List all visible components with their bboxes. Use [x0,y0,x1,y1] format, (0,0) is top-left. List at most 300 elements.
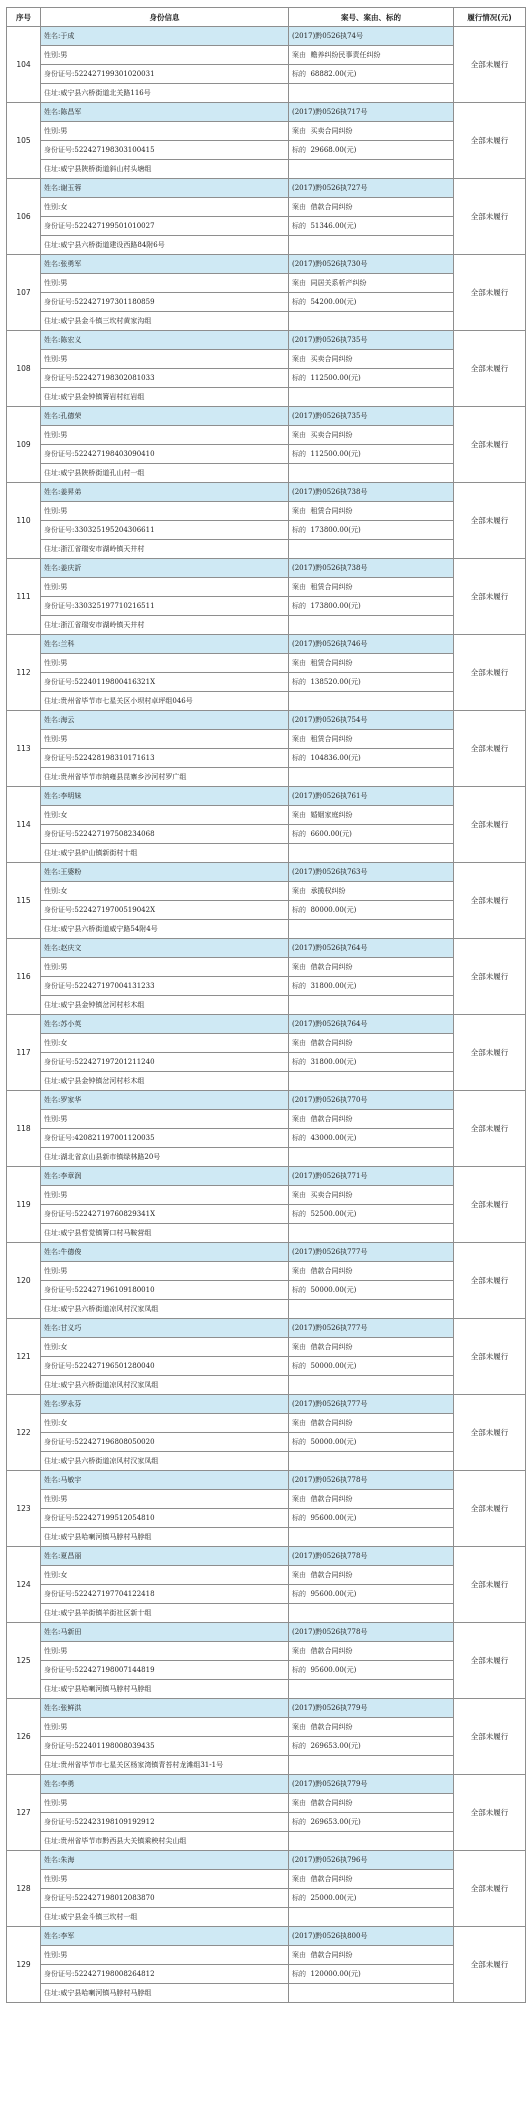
case-label: 标的 [292,1058,306,1066]
case-label: 案由 [292,811,306,819]
field-value: 522427198007144819 [74,1666,155,1674]
address-field [41,160,289,179]
case-number [289,179,454,198]
gender-field [41,1262,289,1281]
performance-status: 全部未履行 [454,1851,526,1927]
case-amount [289,65,454,84]
name-field [41,1547,289,1566]
table-row [7,483,526,502]
field-value: 浙江省瑞安市湖岭镇天井村 [60,621,145,629]
field-label: 身份证号: [44,602,75,610]
name-field [41,1623,289,1642]
address-field [41,1604,289,1623]
case-empty [289,844,454,863]
case-label: 标的 [292,1286,306,1294]
id-number-field [41,1965,289,1984]
case-amount [289,597,454,616]
table-row [7,1718,526,1737]
table-row [7,236,526,255]
performance-status: 全部未履行 [454,559,526,635]
id-number-field [41,1661,289,1680]
field-label: 姓名: [44,1552,61,1560]
table-row [7,559,526,578]
case-amount [289,521,454,540]
serial-number: 128 [7,1851,41,1927]
field-label: 住址: [44,1761,61,1769]
field-value: 男 [60,1267,68,1275]
case-value: 6600.00(元) [310,830,352,838]
table-row [7,863,526,882]
case-value: (2017)黔0526执779号 [292,1704,368,1712]
table-row [7,939,526,958]
case-number [289,635,454,654]
gender-field [41,1870,289,1889]
field-label: 身份证号: [44,830,75,838]
case-label: 案由 [292,1799,306,1807]
header-serial: 序号 [7,8,41,27]
table-row [7,1072,526,1091]
id-number-field [41,521,289,540]
field-label: 身份证号: [44,1590,75,1598]
table-row [7,1338,526,1357]
field-label: 住址: [44,89,61,97]
table-row [7,369,526,388]
serial-number: 108 [7,331,41,407]
performance-status: 全部未履行 [454,1319,526,1395]
serial-number: 114 [7,787,41,863]
table-row [7,673,526,692]
table-row [7,749,526,768]
table-row [7,274,526,293]
case-empty [289,1908,454,1927]
table-row [7,768,526,787]
case-value: 借款合同纠纷 [310,1875,353,1883]
field-value: 姜庆訢 [60,564,82,572]
case-amount [289,1661,454,1680]
table-row [7,1623,526,1642]
field-label: 性别: [44,811,61,819]
case-number [289,1167,454,1186]
gender-field [41,122,289,141]
field-value: 孔德荣 [60,412,82,420]
field-label: 性别: [44,963,61,971]
case-number [289,407,454,426]
case-value: (2017)黔0526执796号 [292,1856,368,1864]
field-label: 性别: [44,127,61,135]
table-row [7,1832,526,1851]
field-value: 陈昌军 [60,108,82,116]
case-cause [289,1414,454,1433]
field-label: 性别: [44,1799,61,1807]
table-row [7,350,526,369]
case-empty [289,1452,454,1471]
field-value: 男 [60,355,68,363]
field-label: 住址: [44,393,61,401]
field-label: 姓名: [44,1856,61,1864]
field-value: 夏昌丽 [60,1552,82,1560]
address-field [41,236,289,255]
id-number-field [41,369,289,388]
field-label: 住址: [44,1837,61,1845]
case-amount [289,141,454,160]
case-label: 案由 [292,127,306,135]
case-cause [289,1642,454,1661]
case-value: 借款合同纠纷 [310,1343,353,1351]
serial-number: 112 [7,635,41,711]
case-label: 标的 [292,1134,306,1142]
case-number [289,787,454,806]
table-row [7,103,526,122]
case-amount [289,825,454,844]
case-value: 买卖合同纠纷 [310,355,353,363]
field-label: 姓名: [44,32,61,40]
performance-status: 全部未履行 [454,863,526,939]
table-row [7,1699,526,1718]
case-cause [289,1186,454,1205]
case-amount [289,217,454,236]
case-value: (2017)黔0526执770号 [292,1096,368,1104]
case-label: 案由 [292,203,306,211]
field-label: 身份证号: [44,1438,75,1446]
case-value: 173800.00(元) [310,602,361,610]
table-row [7,825,526,844]
name-field [41,1851,289,1870]
case-label: 标的 [292,1362,306,1370]
table-row [7,1737,526,1756]
serial-number: 129 [7,1927,41,2003]
case-label: 标的 [292,602,306,610]
case-amount [289,1053,454,1072]
field-value: 李军 [60,1932,75,1940]
case-cause [289,122,454,141]
case-value: (2017)黔0526执764号 [292,1020,368,1028]
field-label: 身份证号: [44,754,75,762]
case-value: 95600.00(元) [310,1590,357,1598]
address-field [41,1984,289,2003]
table-row [7,1357,526,1376]
case-label: 案由 [292,1571,306,1579]
field-value: 522427199501010027 [74,222,155,230]
case-value: 54200.00(元) [310,298,357,306]
table-row [7,1946,526,1965]
table-row [7,787,526,806]
serial-number: 105 [7,103,41,179]
table-row [7,1870,526,1889]
name-field [41,1699,289,1718]
field-label: 性别: [44,1267,61,1275]
table-row [7,1414,526,1433]
field-label: 性别: [44,1191,61,1199]
case-value: 借款合同纠纷 [310,1571,353,1579]
field-label: 姓名: [44,1628,61,1636]
table-row [7,1091,526,1110]
case-value: 173800.00(元) [310,526,361,534]
field-value: 李勇 [60,1780,75,1788]
field-label: 住址: [44,1913,61,1921]
case-empty [289,464,454,483]
field-label: 姓名: [44,1476,61,1484]
case-value: 29668.00(元) [310,146,357,154]
field-value: 威宁县羊街镇羊街社区新十组 [60,1609,152,1617]
case-label: 案由 [292,1951,306,1959]
case-label: 案由 [292,431,306,439]
case-label: 标的 [292,906,306,914]
field-value: 贵州省毕节市黔西县大关镇乘秧村尖山组 [60,1837,187,1845]
case-value: 95600.00(元) [310,1514,357,1522]
case-amount [289,1737,454,1756]
field-value: 苏小英 [60,1020,82,1028]
case-empty [289,1376,454,1395]
field-label: 姓名: [44,108,61,116]
id-number-field [41,1357,289,1376]
table-row [7,1680,526,1699]
table-row [7,1585,526,1604]
field-value: 威宁县哲觉镇箐口村马鞍营组 [60,1229,152,1237]
case-amount [289,369,454,388]
case-value: 43000.00(元) [310,1134,357,1142]
field-label: 住址: [44,621,61,629]
case-value: (2017)黔0526执778号 [292,1552,368,1560]
field-value: 男 [60,659,68,667]
address-field [41,996,289,1015]
case-amount [289,1813,454,1832]
field-value: 522427198008264812 [74,1970,155,1978]
id-number-field [41,1433,289,1452]
table-row [7,1661,526,1680]
field-label: 住址: [44,1153,61,1161]
table-row [7,1452,526,1471]
case-value: 120000.00(元) [310,1970,361,1978]
case-label: 标的 [292,526,306,534]
field-value: 威宁县金钟镇岔河村杉木组 [60,1001,145,1009]
table-row [7,1490,526,1509]
field-label: 性别: [44,1495,61,1503]
case-cause [289,274,454,293]
field-label: 性别: [44,1571,61,1579]
field-value: 522427197508234068 [74,830,155,838]
serial-number: 119 [7,1167,41,1243]
case-value: (2017)黔0526执738号 [292,564,368,572]
field-value: 男 [60,1875,68,1883]
case-amount [289,1357,454,1376]
field-value: 420821197001120035 [74,1134,155,1142]
table-row [7,331,526,350]
performance-status: 全部未履行 [454,331,526,407]
case-label: 案由 [292,1191,306,1199]
field-label: 姓名: [44,564,61,572]
field-value: 522427199301020031 [74,70,155,78]
gender-field [41,1566,289,1585]
table-row [7,445,526,464]
case-value: (2017)黔0526执777号 [292,1248,368,1256]
case-label: 案由 [292,507,306,515]
case-cause [289,350,454,369]
field-label: 住址: [44,1989,61,1997]
case-label: 标的 [292,298,306,306]
name-field [41,1319,289,1338]
case-number [289,1091,454,1110]
name-field [41,27,289,46]
case-number [289,1243,454,1262]
case-value: (2017)黔0526执764号 [292,944,368,952]
name-field [41,787,289,806]
field-value: 男 [60,1799,68,1807]
table-row [7,1110,526,1129]
field-value: 贵州省毕节市七星关区杨家湾镇青苔村龙滩组31-1号 [60,1761,224,1769]
field-value: 浙江省瑞安市湖岭镇天井村 [60,545,145,553]
field-label: 性别: [44,735,61,743]
field-label: 性别: [44,887,61,895]
field-label: 姓名: [44,488,61,496]
field-value: 522427197301180859 [74,298,155,306]
case-amount [289,445,454,464]
case-label: 案由 [292,1495,306,1503]
field-value: 牛德俊 [60,1248,82,1256]
case-label: 案由 [292,1875,306,1883]
field-label: 住址: [44,1001,61,1009]
name-field [41,1167,289,1186]
name-field [41,331,289,350]
performance-status: 全部未履行 [454,1015,526,1091]
case-value: (2017)黔0526执800号 [292,1932,368,1940]
performance-status: 全部未履行 [454,1775,526,1851]
field-label: 性别: [44,1039,61,1047]
performance-status: 全部未履行 [454,1471,526,1547]
table-row [7,1965,526,1984]
case-label: 案由 [292,1115,306,1123]
field-value: 522427198303100415 [74,146,155,154]
field-value: 男 [60,1723,68,1731]
id-number-field [41,65,289,84]
performance-status: 全部未履行 [454,1395,526,1471]
gender-field [41,46,289,65]
performance-status: 全部未履行 [454,1243,526,1319]
table-row [7,1756,526,1775]
case-number [289,1775,454,1794]
field-label: 姓名: [44,336,61,344]
performance-status: 全部未履行 [454,635,526,711]
case-empty [289,616,454,635]
case-empty [289,996,454,1015]
gender-field [41,1490,289,1509]
field-value: 男 [60,1951,68,1959]
field-value: 甘义巧 [60,1324,82,1332]
field-label: 身份证号: [44,70,75,78]
address-field [41,312,289,331]
table-row [7,521,526,540]
field-label: 住址: [44,1381,61,1389]
field-value: 男 [60,1647,68,1655]
case-label: 案由 [292,1723,306,1731]
case-value: 31800.00(元) [310,1058,357,1066]
case-amount [289,1129,454,1148]
case-empty [289,692,454,711]
gender-field [41,274,289,293]
case-value: 租赁合同纠纷 [310,507,353,515]
table-row [7,654,526,673]
field-label: 住址: [44,1229,61,1237]
field-value: 威宁县哈喇河镇马脖村马脖组 [60,1685,152,1693]
field-value: 女 [60,1419,68,1427]
case-value: (2017)黔0526执778号 [292,1628,368,1636]
gender-field [41,1414,289,1433]
id-number-field [41,217,289,236]
serial-number: 125 [7,1623,41,1699]
field-value: 52240119800416321X [74,678,156,686]
field-label: 身份证号: [44,1058,75,1066]
id-number-field [41,1889,289,1908]
field-value: 男 [60,51,68,59]
field-value: 522427197004131233 [74,982,155,990]
table-row [7,1642,526,1661]
table-row [7,1205,526,1224]
case-number [289,1623,454,1642]
gender-field [41,1338,289,1357]
case-number [289,711,454,730]
field-label: 身份证号: [44,1362,75,1370]
field-value: 陈宏义 [60,336,82,344]
case-amount [289,749,454,768]
serial-number: 127 [7,1775,41,1851]
performance-status: 全部未履行 [454,939,526,1015]
field-value: 522427197201211240 [74,1058,155,1066]
field-value: 522427198012083870 [74,1894,155,1902]
case-number [289,103,454,122]
case-value: 买卖合同纠纷 [310,127,353,135]
case-cause [289,1718,454,1737]
case-value: 借款合同纠纷 [310,1951,353,1959]
id-number-field [41,1509,289,1528]
case-label: 标的 [292,830,306,838]
table-row [7,1984,526,2003]
address-field [41,1756,289,1775]
performance-status: 全部未履行 [454,1927,526,2003]
case-cause [289,426,454,445]
case-label: 案由 [292,355,306,363]
serial-number: 111 [7,559,41,635]
field-label: 身份证号: [44,146,75,154]
table-row [7,217,526,236]
field-label: 身份证号: [44,374,75,382]
field-value: 谢玉蓉 [60,184,82,192]
table-row [7,540,526,559]
gender-field [41,426,289,445]
field-label: 姓名: [44,1780,61,1788]
case-value: 借款合同纠纷 [310,963,353,971]
case-value: 50000.00(元) [310,1438,357,1446]
table-row [7,502,526,521]
case-number [289,331,454,350]
field-label: 姓名: [44,260,61,268]
gender-field [41,882,289,901]
name-field [41,711,289,730]
case-cause [289,502,454,521]
id-number-field [41,445,289,464]
case-value: 借款合同纠纷 [310,1495,353,1503]
case-number [289,1471,454,1490]
field-value: 女 [60,1039,68,1047]
address-field [41,1376,289,1395]
field-value: 威宁县六桥街道威宁路54附4号 [60,925,158,933]
case-cause [289,1794,454,1813]
case-empty [289,920,454,939]
case-value: 租赁合同纠纷 [310,735,353,743]
performance-status: 全部未履行 [454,407,526,483]
field-value: 姜昇弟 [60,488,82,496]
serial-number: 123 [7,1471,41,1547]
table-row [7,977,526,996]
table-row [7,179,526,198]
